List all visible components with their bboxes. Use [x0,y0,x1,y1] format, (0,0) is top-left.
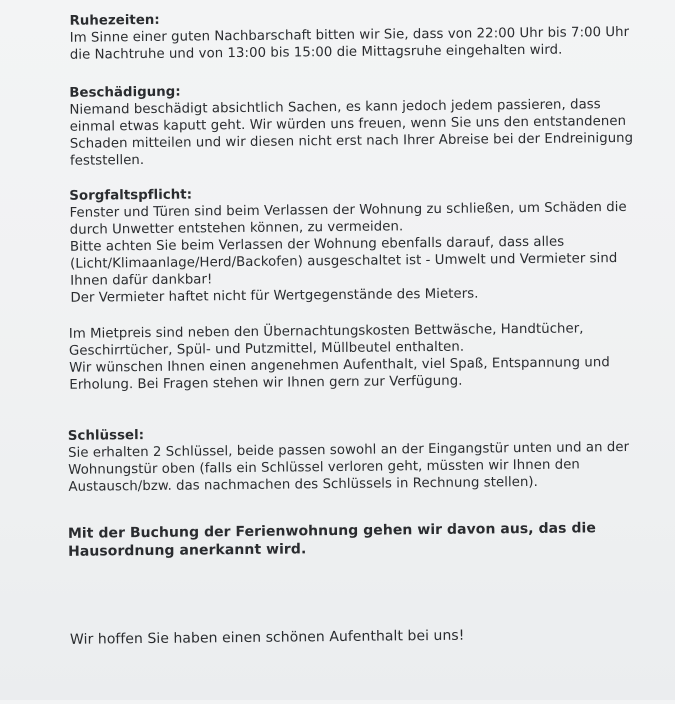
heading-schluessel: Schlüssel: [67,428,145,444]
beschaedigung-line-2: einmal etwas kaputt geht. Wir würden uns freuen, wenn Sie uns den entstandenen [69,113,627,135]
heading-sorgfaltspflicht: Sorgfaltspflicht: [69,187,193,204]
mietpreis-line-4: Erholung. Bei Fragen stehen wir Ihnen gern zur Verfügung. [69,373,463,393]
ruhezeiten-line-1: Im Sinne einer guten Nachbarschaft bitten wir Sie, dass von 22:00 Uhr bis 7:00 Uhr [69,24,630,46]
sorgfaltspflicht-line-6: Der Vermieter haftet nicht für Wertgegenstände des Mieters. [70,286,479,306]
sorgfaltspflicht-line-1: Fenster und Türen sind beim Verlassen der Wohnung zu schließen, um Schäden die [69,199,627,221]
heading-beschaedigung: Beschädigung: [69,84,181,101]
mietpreis-line-3: Wir wünschen Ihnen einen angenehmen Aufenthalt, viel Spaß, Entspannung und [69,355,610,376]
sorgfaltspflicht-line-4: (Licht/Klimaanlage/Herd/Backofen) ausgeschaltet ist - Umwelt und Vermieter sind [70,251,618,272]
sorgfaltspflicht-line-5: Ihnen dafür dankbar! [70,272,213,289]
beschaedigung-line-3: Schaden mitteilen und wir diesen nicht erst nach Ihrer Abreise bei der Endreinigung [69,130,634,152]
sorgfaltspflicht-line-2: durch Unwetter entstehen können, zu vermeiden. [69,219,404,238]
sorgfaltspflicht-line-3: Bitte achten Sie beim Verlassen der Wohnung ebenfalls darauf, dass alles [69,234,565,255]
schluessel-line-1: Sie erhalten 2 Schlüssel, beide passen sowohl an der Eingangstür unten und an der [67,439,630,461]
schluessel-line-2: Wohnungstür oben (falls ein Schlüssel verloren geht, müssten wir Ihnen den [68,457,580,478]
heading-ruhezeiten: Ruhezeiten: [69,12,160,29]
hausordnung-line-1: Mit der Buchung der Ferienwohnung gehen wir davon aus, das die [67,520,596,542]
mietpreis-line-1: Im Mietpreis sind neben den Übernachtungskosten Bettwäsche, Handtücher, [68,321,584,342]
ruhezeiten-line-2: die Nachtruhe und von 13:00 bis 15:00 die Mittagsruhe eingehalten wird. [69,42,563,63]
schluessel-line-3: Austausch/bzw. das nachmachen des Schlüssels in Rechnung stellen). [68,474,538,495]
beschaedigung-line-4: feststellen. [69,153,145,169]
hausordnung-line-2: Hausordnung anerkannt wird. [68,541,307,560]
closing-line: Wir hoffen Sie haben einen schönen Aufenthalt bei uns! [69,627,465,648]
beschaedigung-line-1: Niemand beschädigt absichtlich Sachen, es kann jedoch jedem passieren, dass [69,97,601,118]
mietpreis-line-2: Geschirrtücher, Spül- und Putzmittel, Müllbeutel enthalten. [68,339,465,359]
